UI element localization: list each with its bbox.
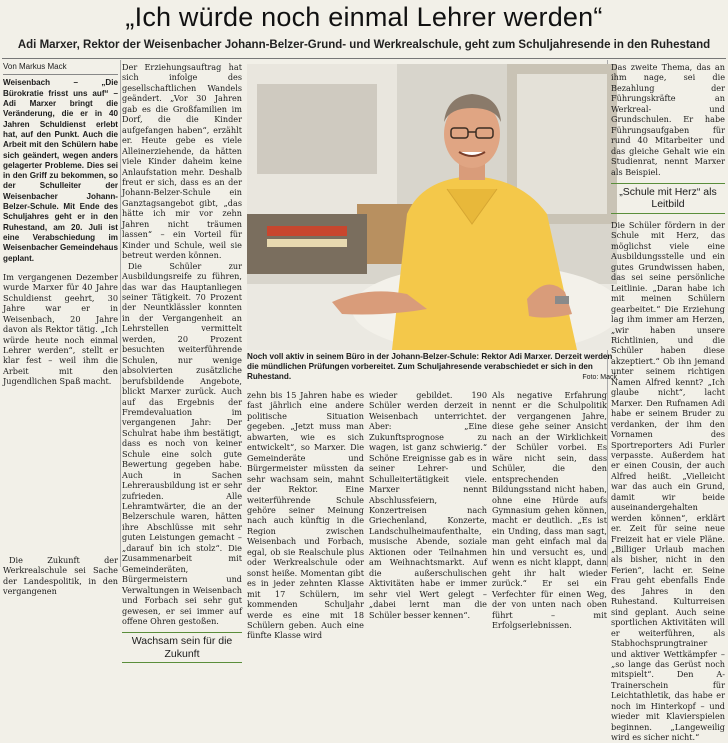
article-photo xyxy=(247,64,617,350)
teacher-portrait-image xyxy=(247,64,617,350)
body-paragraph: Die Zukunft der Werkrealschule sei Sache der Landespolitik, in den vergangenen xyxy=(3,554,118,597)
subheading-box: Wachsam sein für die Zukunft xyxy=(122,632,242,663)
body-paragraph: Als negative Erfahrung nennt er die Schulpolitik der vergangenen Jahre, diese gehe seiner Ansicht nach an der Wirklichkeit der Schüler vorbei. Es wäre nicht sein, dass Schüler, die den entsprechenden Bildungsstand nicht haben, ohne eine Hürde aufs Gymnasium gehen können, macht er deutlich. „Es ist ein Unding, dass man sagt, man geht einfach mal da hin und versucht es, und wenn es nicht klappt, dann geht ihr halt wieder zurück.“ Er sei ein Verfechter für einen Weg, der von unten nach oben führt – mit Erfolgserlebnissen. xyxy=(492,390,607,630)
body-paragraph: Der Erziehungsauftrag hat sich infolge des gesellschaftlichen Wandels geändert. „Vor 30 Jahren gab es die Großfamilien im Dorf, die die Kinder aufgefangen haben“, erzählt er. Heute gebe es viele Alleinerziehende, da hätten viele Kinder daheim keine Anlaufstation mehr. Deshalb freut er sich, dass es an der Johann-Belzer-Schule ein Ganztagsangebot gibt, „das hätte ich mir vor zehn Jahren nicht träumen lassen“ – ein Vorteil für Kinder und Schule, weil sie betreut werden können. xyxy=(122,62,242,261)
caption-text: Noch voll aktiv in seinem Büro in der Johann-Belzer-Schule: Rektor Adi Marxer. Derzeit werden die mündlichen Prüfungen vorbereitet. Zum Schuljahresende verabschiedet er sich in den Ruhestand. xyxy=(247,352,613,382)
photo-caption xyxy=(247,352,617,384)
subheading-box: „Schule mit Herz“ als Leitbild xyxy=(611,183,725,214)
article-headline: „Ich würde noch einmal Lehrer werden“ xyxy=(125,2,603,32)
body-paragraph: zehn bis 15 Jahren habe es fast jährlich eine andere politische Situation gegeben. „Jetzt muss man abwarten, wie es sich entwickelt“, so Marxer. Die Gemeinderäte und Bürgermeister müssten da sehr wachsam sein, mahnt der Rektor. Eine weiterführende Schule gehöre seiner Meinung nach auch künftig in die Region zwischen Weisenbach und Forbach, egal, ob sie Realschule plus oder Werkrealschule oder sonst heiße. Momentan gibt es in jeder zehnten Klasse mit 17 Schülern, im kommenden Schuljahr werde es eine mit 18 Schülern geben. Auch eine fünfte Klasse wird xyxy=(247,390,364,641)
column-6 xyxy=(611,62,725,743)
byline: Von Markus Mack xyxy=(3,62,118,75)
lead-paragraph: Weisenbach – „Die Bürokratie frisst uns auf“ – Adi Marxer bringt die Veränderung, die er in 40 Jahren Schuldienst erlebt hat, auf den Punkt. Auch die Arbeit mit den Schülern habe sich geändert, wegen anders gelagerter Probleme. Dies sei in den Griff zu bekommen, so der Schulleiter der Weisenbacher Johann-Belzer-Schule. Mit Ende des Schuljahres geht er in den Ruhestand, am 20. Juli ist eine Verabschiedung im Weisenbacher Gemeindehaus geplant. xyxy=(3,78,119,263)
article-subhead: Adi Marxer, Rektor der Weisenbacher Johann-Belzer-Grund- und Werkrealschule, geht zum Schuljahresende in den Ruhestand xyxy=(17,39,711,51)
body-paragraph: Die Schüler fördern in der Schule mit Herz, das möglichst viele eine Ausbildungsstelle und ein gutes Grundwissen haben, das sei seine persönliche Leitlinie. „Daran habe ich mit meinen Schülern gearbeitet.“ Die Erziehung lag ihm immer am Herzen, „wir haben unsere Richtlinien, und die Schüler haben diese akzeptiert.“ Ob ihn jemand unter seinem richtigen Namen Alfred kennt? „Ich glaube nicht“, lacht Marxer. Den Rufnamen Adi habe er seinem Bruder zu verdanken, der ihm den Vornamen des Sportreporters Adi Furler verpasste. Außerdem hat er einen Cousin, der auch Alfred heißt. „Vielleicht war das auch ein Grund, damit wir beide auseinandergehalten werden können“, erklärt er. Zeit für seine neue Freizeit hat er viele Pläne. „Billiger Urlaub machen als bisher, nicht in den Ferien“, lacht er. Seine Frau geht ebenfalls Ende des Jahres in den Ruhestand. Kulturreisen sind geplant. Auch seine sportlichen Aktivitäten will er weiterführen, als Stabhochsprungtrainer und aktiver Wettkämpfer – „so lange das Gerüst noch mitspielt“. Den A-Trainerschein für Leichtathletik, das habe er noch im Hinterkopf – und wieder mit Klavierspielen beginnen. „Langeweilig wird es sicher nicht.“ xyxy=(611,219,725,743)
column-divider xyxy=(120,60,121,567)
column-3 xyxy=(247,390,364,641)
body-paragraph: Die Schüler zur Ausbildungsreife zu führen, das war das Hauptanliegen seiner Tätigkeit. 70 Prozent der Neuntklässler konnten in der Vergangenheit an Lehrstellen vermittelt werden, 20 Prozent besuchten weiterführende Schulen, nur wenige absolvierten zusätzliche berufsbildende Angebote, blickt Marxer zurück. Auch auf das Ergebnis der Fremdevaluation im vergangenen Jahr: Der Schulrat habe ihm bestätigt, dass es noch von keiner Schule eine solch gute Bewertung gegeben habe. Auch in Sachen Lehrerausbildung ist er sehr zufrieden. Alle Lehramtwärter, die an der Belzerschule waren, hätten ihre Abschlüsse mit sehr guten Leistungen gemacht – „darauf bin ich stolz“. Die Zusammenarbeit mit Gemeinderäten, Bürgermeistern und Verwaltungen in Weisenbach und Forbach sei sehr gut gewesen, er sei immer auf offene Ohren gestoßen. xyxy=(122,260,242,627)
body-paragraph: Das zweite Thema, das an ihm nage, sei die Bezahlung der Führungskräfte an Werkreal- und Grundschulen. Er habe Führungsaufgaben für rund 40 Mitarbeiter und das gleiche Gehalt wie ein Studienrat, nennt Marxer als Beispiel. xyxy=(611,62,725,177)
column-5 xyxy=(492,390,607,630)
column-4 xyxy=(369,390,487,620)
column-1 xyxy=(3,62,119,597)
headline-rule xyxy=(2,58,726,59)
body-paragraph: wieder gebildet. 190 Schüler werden derzeit in Weisenbach unterrichtet. Aber: „Eine Zukunftsprognose zu wagen, ist ganz schwierig.“ Schöne Ereignisse gab es in seiner Lehrer- und Schulleitertätigkeit viele. Marxer nennt Abschlussfeiern, Konzertreisen nach Griechenland, Konzerte, Landschulheimaufenthalte, musische Abende, soziale Aktionen oder Teilnahmen am Weihnachtsmarkt. Auf die außerschulischen Aktivitäten habe er immer sehr viel Wert gelegt – „dabei lernt man die Schüler besser kennen“. xyxy=(369,390,487,620)
column-2 xyxy=(122,62,242,660)
body-paragraph: Im vergangenen Dezember wurde Marxer für 40 Jahre Schuldienst geehrt, 30 Jahre war er in Weisenbach, 20 Jahre davon als Rektor tätig. „Ich würde heute noch einmal Lehrer werden“, stellt er klar fest – weil ihm die Arbeit mit den Jugendlichen Spaß macht. xyxy=(3,271,118,387)
photo-credit: Foto: Mack xyxy=(582,374,617,382)
